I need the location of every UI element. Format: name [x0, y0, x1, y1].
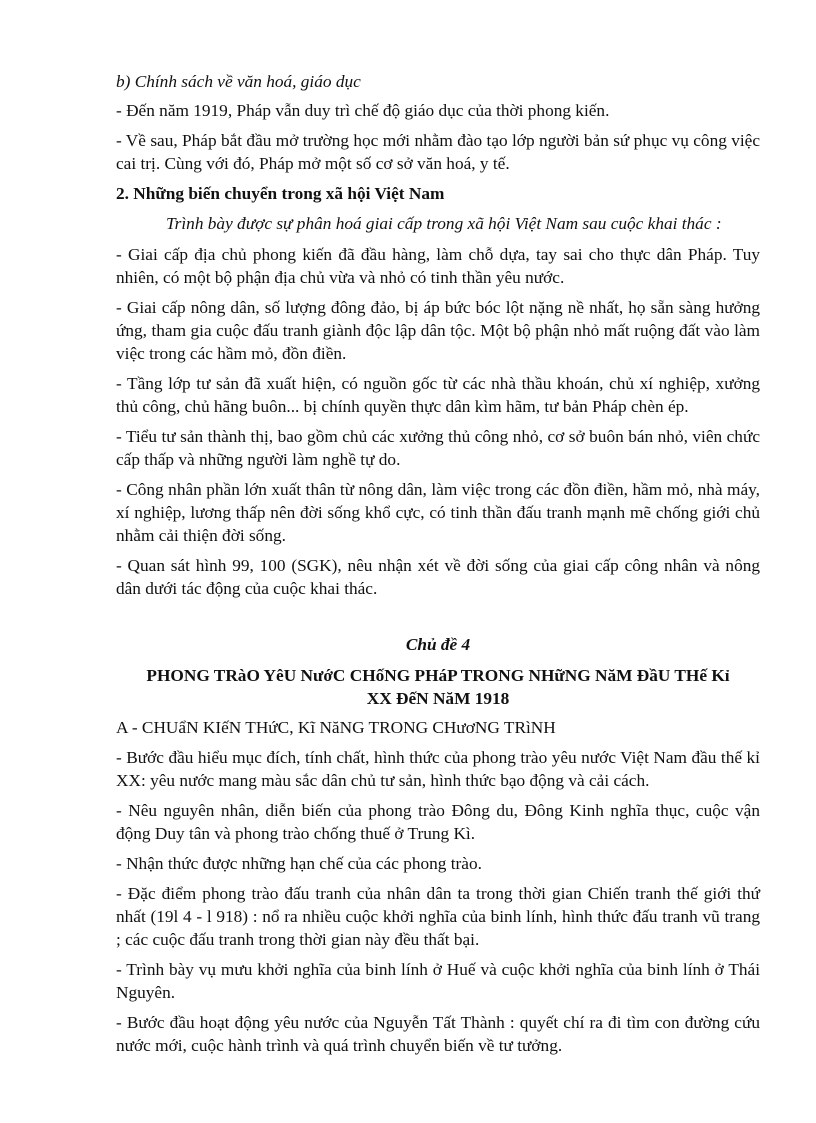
section-a-item: - Nêu nguyên nhân, diễn biến của phong trào Đông du, Đông Kinh nghĩa thục, cuộc vận động Duy tân và phong trào chống thuế ở Trung Kì. — [116, 801, 760, 843]
section-a-item: - Đặc điểm phong trào đấu tranh của nhân dân ta trong thời gian Chiến tranh thế giới thứ nhất (19l 4 - l 918) : nổ ra nhiều cuộc khởi nghĩa của binh lính, hình thức đấu tranh vũ trang ; các cuộc đấu tranh trong thời gian này đều thất bại. — [116, 884, 760, 949]
section-2-item: - Công nhân phần lớn xuất thân từ nông dân, làm việc trong các đồn điền, hầm mỏ, nhà máy, xí nghiệp, lương thấp nên đời sống khổ cực, có tinh thần đấu tranh mạnh mẽ chống giới chủ nhằm cải thiện đời sống. — [116, 480, 760, 545]
section-2-item: - Tiểu tư sản thành thị, bao gồm chủ các xưởng thủ công nhỏ, cơ sở buôn bán nhỏ, viên chức cấp thấp và những người làm nghề tự do. — [116, 427, 760, 469]
section-2-item: - Tầng lớp tư sản đã xuất hiện, có nguồn gốc từ các nhà thầu khoán, chủ xí nghiệp, xưởng thủ công, chủ hãng buôn... bị chính quyền thực dân kìm hãm, tư bản Pháp chèn ép. — [116, 374, 760, 416]
topic-label: Chủ đề 4 — [405, 635, 471, 654]
section-b-item: - Về sau, Pháp bắt đầu mở trường học mới nhằm đào tạo lớp người bản sứ phục vụ công việc cai trị. Cùng với đó, Pháp mở một số cơ sở văn hoá, y tế. — [116, 131, 760, 173]
section-a-item: - Trình bày vụ mưu khởi nghĩa của binh lính ở Huế và cuộc khởi nghĩa của binh lính ở Thái Nguyên. — [116, 960, 760, 1002]
section-2-item: - Quan sát hình 99, 100 (SGK), nêu nhận xét về đời sống của giai cấp công nhân và nông dân dưới tác động của cuộc khai thác. — [116, 556, 760, 598]
section-2-item: - Giai cấp địa chủ phong kiến đã đầu hàng, làm chỗ dựa, tay sai cho thực dân Pháp. Tuy nhiên, có một bộ phận địa chủ vừa và nhỏ có tinh thần yêu nước. — [116, 245, 760, 287]
section-a-item: - Nhận thức được những hạn chế của các phong trào. — [116, 854, 482, 873]
section-a-heading: A - CHUẩN KIếN THứC, Kĩ NăNG TRONG CHươNG TRìNH — [116, 718, 556, 737]
section-b-item: - Đến năm 1919, Pháp vẫn duy trì chế độ giáo dục của thời phong kiến. — [116, 101, 610, 120]
section-2-intro: Trình bày được sự phân hoá giai cấp trong xã hội Việt Nam sau cuộc khai thác : — [166, 214, 722, 233]
chapter-title: PHONG TRàO YêU NướC CHốNG PHáP TRONG NHữNG NăM ĐầU THế Kỉ XX ĐếN NăM 1918 — [146, 666, 730, 708]
section-b-heading: b) Chính sách về văn hoá, giáo dục — [116, 72, 361, 91]
section-2-heading: 2. Những biến chuyển trong xã hội Việt Nam — [116, 184, 445, 203]
section-a-item: - Bước đầu hoạt động yêu nước của Nguyễn Tất Thành : quyết chí ra đi tìm con đường cứu nước mới, cuộc hành trình và quá trình chuyển biến về tư tưởng. — [116, 1013, 760, 1055]
section-2-item: - Giai cấp nông dân, số lượng đông đảo, bị áp bức bóc lột nặng nề nhất, họ sẵn sàng hưởng ứng, tham gia cuộc đấu tranh giành độc lập dân tộc. Một bộ phận nhỏ mất ruộng đất vào làm việc trong các hầm mỏ, đồn điền. — [116, 298, 760, 363]
document-page — [116, 70, 760, 1064]
section-a-item: - Bước đầu hiểu mục đích, tính chất, hình thức của phong trào yêu nước Việt Nam đầu thế kỉ XX: yêu nước mang màu sắc dân chủ tư sản, hình thức bạo động và cải cách. — [116, 748, 760, 790]
